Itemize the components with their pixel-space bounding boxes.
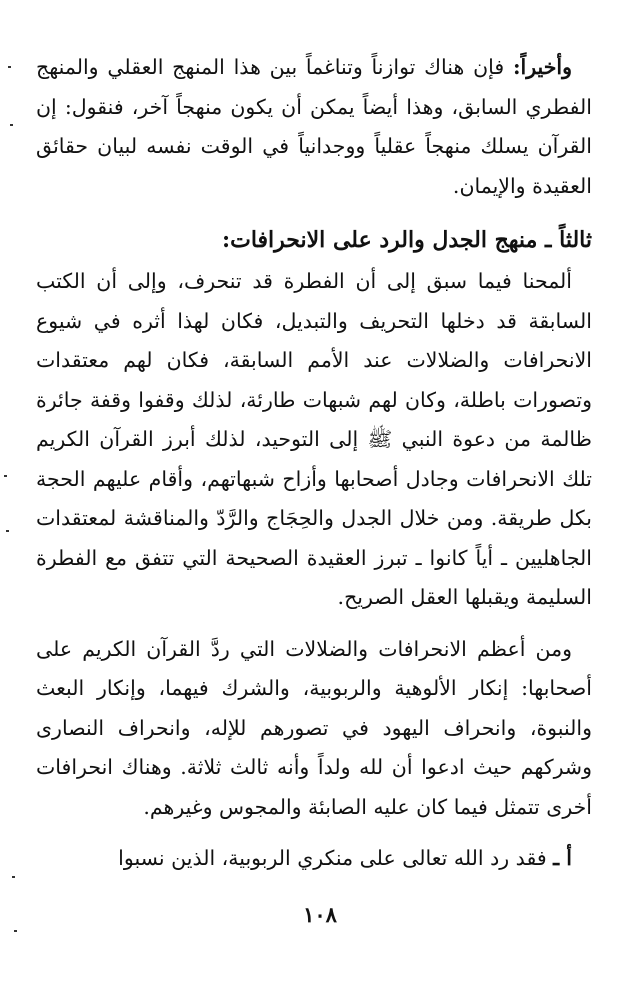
paragraph-text: فقد رد الله تعالى على منكري الربوبية، الذين نسبوا <box>118 846 547 870</box>
page-number: ١٠٨ <box>303 902 337 927</box>
scan-speck <box>10 124 13 126</box>
paragraph-gap <box>36 827 592 839</box>
scan-speck <box>14 930 17 932</box>
paragraph-greatest-deviations: ومن أعظم الانحرافات والضلالات التي ردَّ القرآن الكريم على أصحابها: إنكار الألوهية والربوبية، والشرك فيهما، وإنكار البعث والنبوة، وانحراف اليهود في تصورهم للإله، وانحراف النصارى وشركهم حيث ادعوا أن لله ولداً وأنه ثالث ثلاثة. وهناك انحرافات أخرى تتمثل فيما كان عليه الصابئة والمجوس وغيرهم. <box>36 636 592 819</box>
scan-speck <box>8 66 11 68</box>
item-marker: أ ـ <box>553 846 572 870</box>
scan-speck <box>6 530 9 532</box>
section-heading: ثالثاً ـ منهج الجدل والرد على الانحرافات: <box>222 227 592 253</box>
paragraph-deviations-intro: ألمحنا فيما سبق إلى أن الفطرة قد تنحرف، وإلى أن الكتب السابقة قد دخلها التحريف والتبديل، فكان لهذا أثره في شيوع الانحرافات والضلالات عند الأمم السابقة، فكان لهم معتقدات وتصورات باطلة، وكان لهم شبهات طارئة، لذلك وقفوا وقفة جائرة ظالمة من دعوة النبي ﷺ إلى التوحيد، لذلك أبرز القرآن الكريم تلك الانحرافات وجادل أصحابها وأزاح شبهاتهم، وأقام عليهم الحجة بكل طريقة. ومن خلال الجدل والحِجَاج والرَّدّ والمناقشة لمعتقدات الجاهليين ـ أياً كانوا ـ تبرز العقيدة الصحيحة التي تتفق مع الفطرة السليمة ويقبلها العقل الصريح. <box>36 269 592 609</box>
scan-speck <box>12 876 15 878</box>
scan-speck <box>4 475 7 477</box>
paragraph-item-a <box>36 839 592 879</box>
paragraph-text: فإن هناك توازناً وتناغماً بين هذا المنهج العقلي والمنهج الفطري السابق، وهذا أيضاً يمكن أن يكون منهجاً آخر، فنقول: إن القرآن يسلك منهجاً عقلياً ووجدانياً في الوقت نفسه لبيان حقائق العقيدة والإيمان. <box>36 55 592 198</box>
paragraph-closing-rational-method <box>36 48 592 206</box>
paragraph-lead-finally: وأخيراً: <box>512 55 572 79</box>
paragraph-gap <box>36 618 592 630</box>
page-body <box>36 48 592 968</box>
